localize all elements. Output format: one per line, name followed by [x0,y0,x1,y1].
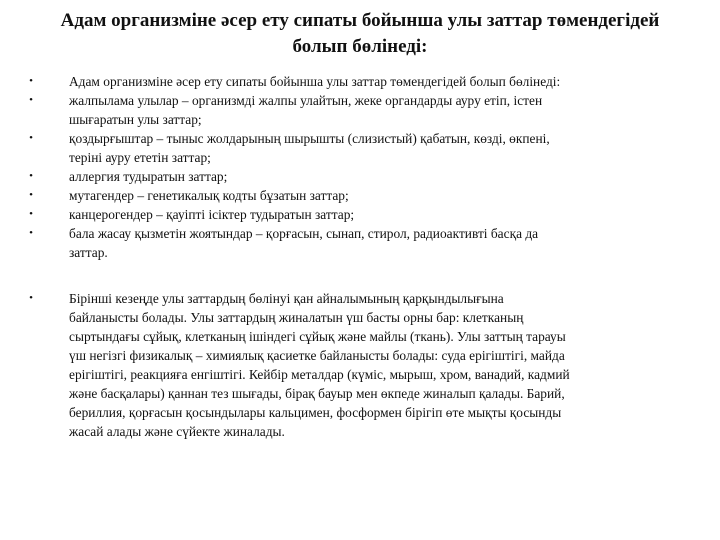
bullet-icon: • [29,94,33,106]
bullet-icon: • [29,227,33,239]
list-item [0,205,720,224]
bullet-icon: • [29,189,33,201]
bullet-icon: • [29,75,33,87]
list-item [0,186,720,205]
list-item [0,167,720,186]
list-item-text-line: заттар. [69,245,108,260]
list-item-text-line: канцерогендер – қауіпті ісіктер тудыратын заттар; [69,207,355,222]
bullet-icon: • [29,170,33,182]
bullet-icon: • [29,292,33,304]
page-title [40,8,680,60]
bullet-list [0,72,720,441]
list-item-text-line: Адам организміне әсер ету сипаты бойынша улы заттар төмендегідей болып бөлінеді: [69,74,561,89]
list-item-text-line: аллергия тудыратын заттар; [69,169,228,184]
list-item-text-line: сыртындағы сұйық, клетканың ішіндегі сұйық және майлы (ткань). Улы заттың тарауы [69,329,566,344]
list-item-text-line: бериллия, қорғасын қосындылары кальцимен, фосформен бірігіп өте мықты қосынды [69,405,562,420]
list-item-text-line: ерігіштігі, реакцияға енгіштігі. Кейбір металдар (күміс, мырыш, хром, ванадий, кадмий [69,367,570,382]
list-item-text-line: теріні ауру ететін заттар; [69,150,211,165]
list-item [0,129,720,167]
list-item-text-line: мутагендер – генетикалық кодты бұзатын заттар; [69,188,349,203]
list-item-text-line: Бірінші кезеңде улы заттардың бөлінуі қан айналымының қарқындылығына [69,291,504,306]
list-item-text-line: байланысты болады. Улы заттардың жиналатын үш басты орны бар: клетканың [69,310,524,325]
list-item-text-line: және басқалары) қаннан тез шығады, бірақ бауыр мен өкпеде жиналып қалады. Барий, [69,386,565,401]
list-item [0,289,720,441]
bullet-icon: • [29,132,33,144]
list-item-text-line: жалпылама улылар – организмді жалпы улайтын, жеке органдарды ауру етіп, істен [69,93,543,108]
bullet-icon: • [29,208,33,220]
list-item-text-line: қоздырғыштар – тыныс жолдарының шырышты (слизистый) қабатын, көзді, өкпені, [69,131,550,146]
list-item-text-line: үш негізгі физикалық – химиялық қасиетке байланысты болады: суда ерігіштігі, майда [69,348,565,363]
list-item-text-line: жасай алады және сүйекте жиналады. [69,424,285,439]
list-item [0,91,720,129]
title-line-2: болып бөлінеді: [292,36,428,57]
list-item-text-line: шығаратын улы заттар; [69,112,202,127]
list-item-text-line: бала жасау қызметін жоятындар – қорғасын, сынап, стирол, радиоактивті басқа да [69,226,539,241]
list-item [0,224,720,262]
title-line-1: Адам организміне әсер ету сипаты бойынша улы заттар төмендегідей [60,10,660,31]
list-item [0,72,720,91]
